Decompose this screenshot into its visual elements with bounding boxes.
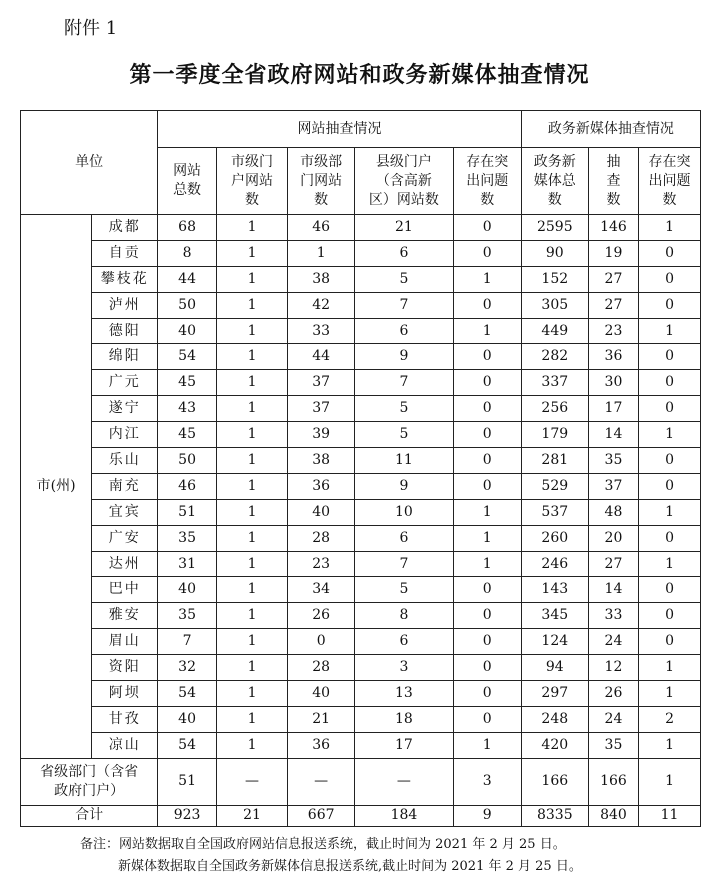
table-cell: 34 [288, 577, 355, 603]
website-group-header: 网站抽查情况 [158, 111, 522, 148]
table-cell: 9 [355, 344, 453, 370]
table-cell: 667 [288, 805, 355, 826]
table-cell: 923 [158, 805, 217, 826]
city-name: 广元 [92, 370, 158, 396]
table-cell: 0 [453, 473, 521, 499]
table-cell: 1 [216, 266, 287, 292]
table-cell: 35 [588, 732, 638, 758]
table-cell: 1 [216, 706, 287, 732]
table-cell: 0 [453, 344, 521, 370]
table-cell: — [288, 758, 355, 805]
table-cell: 146 [588, 215, 638, 241]
table-cell: 36 [288, 473, 355, 499]
table-cell: 19 [588, 240, 638, 266]
table-cell: 27 [588, 551, 638, 577]
table-cell: 0 [639, 344, 701, 370]
table-cell: 37 [588, 473, 638, 499]
table-cell: 0 [639, 448, 701, 474]
table-row [21, 422, 701, 448]
table-cell: 1 [216, 215, 287, 241]
table-cell: 1 [216, 448, 287, 474]
table-cell: 3 [355, 655, 453, 681]
column-header: 抽 查 数 [588, 148, 638, 215]
column-header: 网站 总数 [158, 148, 217, 215]
table-cell: 2595 [521, 215, 588, 241]
table-cell: 337 [521, 370, 588, 396]
table-cell: 45 [158, 370, 217, 396]
table-cell: 1 [216, 292, 287, 318]
table-cell: 0 [639, 292, 701, 318]
city-name: 攀枝花 [92, 266, 158, 292]
city-name: 遂宁 [92, 396, 158, 422]
table-cell: 0 [639, 525, 701, 551]
table-cell: 1 [216, 629, 287, 655]
table-cell: 1 [453, 266, 521, 292]
table-cell: 38 [288, 266, 355, 292]
column-header: 政务新 媒体总 数 [521, 148, 588, 215]
table-cell: 143 [521, 577, 588, 603]
table-cell: 0 [288, 629, 355, 655]
table-cell: 3 [453, 758, 521, 805]
table-row [21, 577, 701, 603]
table-cell: 166 [588, 758, 638, 805]
column-header: 市级门 户网站 数 [216, 148, 287, 215]
document-title: 第一季度全省政府网站和政务新媒体抽查情况 [129, 62, 590, 88]
table-cell: 36 [588, 344, 638, 370]
table-cell: 27 [588, 266, 638, 292]
table-cell: 9 [355, 473, 453, 499]
table-row [21, 370, 701, 396]
table-cell: 37 [288, 370, 355, 396]
note-website: 备注：网站数据取自全国政府网站信息报送系统，截止时间为 2021 年 2 月 25 日。 [80, 837, 566, 852]
city-name: 乐山 [92, 448, 158, 474]
city-name: 阿坝 [92, 681, 158, 707]
table-row [21, 732, 701, 758]
table-row [21, 603, 701, 629]
provincial-label: 省级部门（含省 政府门户） [21, 758, 158, 805]
table-cell: 179 [521, 422, 588, 448]
city-name: 内江 [92, 422, 158, 448]
table-cell: 184 [355, 805, 453, 826]
table-cell: 0 [453, 215, 521, 241]
table-cell: 1 [216, 681, 287, 707]
provincial-row [21, 758, 701, 805]
table-row [21, 266, 701, 292]
table-row [21, 344, 701, 370]
table-cell: 1 [639, 422, 701, 448]
table-cell: 54 [158, 681, 217, 707]
table-cell: 1 [216, 732, 287, 758]
table-cell: 50 [158, 448, 217, 474]
media-group-header: 政务新媒体抽查情况 [521, 111, 700, 148]
table-cell: 17 [355, 732, 453, 758]
table-cell: 420 [521, 732, 588, 758]
table-cell: 30 [588, 370, 638, 396]
column-header: 存在突 出问题 数 [453, 148, 521, 215]
table-cell: — [216, 758, 287, 805]
table-cell: 1 [639, 758, 701, 805]
table-cell: 166 [521, 758, 588, 805]
table-cell: 0 [639, 577, 701, 603]
table-cell: 7 [355, 551, 453, 577]
table-cell: 31 [158, 551, 217, 577]
table-row [21, 525, 701, 551]
city-name: 巴中 [92, 577, 158, 603]
table-cell: 28 [288, 525, 355, 551]
table-cell: 21 [288, 706, 355, 732]
table-cell: 1 [216, 655, 287, 681]
table-cell: 23 [588, 318, 638, 344]
table-cell: 1 [639, 551, 701, 577]
city-name: 泸州 [92, 292, 158, 318]
table-cell: 1 [216, 240, 287, 266]
table-cell: 35 [158, 525, 217, 551]
city-name: 达州 [92, 551, 158, 577]
table-cell: 1 [216, 318, 287, 344]
table-cell: 1 [639, 655, 701, 681]
table-cell: 11 [639, 805, 701, 826]
table-cell: 17 [588, 396, 638, 422]
table-cell: 0 [453, 292, 521, 318]
table-cell: 2 [639, 706, 701, 732]
table-cell: 54 [158, 732, 217, 758]
table-cell: 1 [216, 603, 287, 629]
unit-header: 单位 [21, 111, 158, 215]
table-cell: 39 [288, 422, 355, 448]
table-row [21, 655, 701, 681]
table-cell: 0 [453, 240, 521, 266]
note-media: 新媒体数据取自全国政务新媒体信息报送系统,截止时间为 2021 年 2 月 25 日。 [118, 859, 582, 874]
table-cell: 1 [453, 732, 521, 758]
table-cell: 12 [588, 655, 638, 681]
table-row [21, 629, 701, 655]
table-cell: 7 [355, 292, 453, 318]
table-cell: 1 [453, 525, 521, 551]
table-row [21, 292, 701, 318]
table-cell: 42 [288, 292, 355, 318]
table-cell: 0 [453, 370, 521, 396]
table-cell: 37 [288, 396, 355, 422]
city-name: 广安 [92, 525, 158, 551]
table-cell: 1 [216, 473, 287, 499]
table-row [21, 448, 701, 474]
table-cell: 0 [639, 603, 701, 629]
table-cell: 1 [216, 551, 287, 577]
attachment-label: 附件 1 [64, 18, 118, 39]
table-cell: 24 [588, 706, 638, 732]
table-cell: 14 [588, 422, 638, 448]
table-row [21, 499, 701, 525]
city-name: 凉山 [92, 732, 158, 758]
city-name: 德阳 [92, 318, 158, 344]
table-cell: 18 [355, 706, 453, 732]
table-cell: 35 [588, 448, 638, 474]
table-cell: 0 [639, 396, 701, 422]
table-cell: 5 [355, 577, 453, 603]
table-cell: 0 [453, 396, 521, 422]
city-name: 绵阳 [92, 344, 158, 370]
city-name: 甘孜 [92, 706, 158, 732]
table-cell: — [355, 758, 453, 805]
table-cell: 1 [216, 525, 287, 551]
table-cell: 35 [158, 603, 217, 629]
inspection-table [20, 110, 701, 827]
city-name: 宜宾 [92, 499, 158, 525]
table-cell: 0 [453, 706, 521, 732]
table-cell: 68 [158, 215, 217, 241]
region-label: 市(州) [21, 215, 92, 759]
table-cell: 152 [521, 266, 588, 292]
table-cell: 54 [158, 344, 217, 370]
table-cell: 8 [158, 240, 217, 266]
table-row [21, 396, 701, 422]
table-cell: 20 [588, 525, 638, 551]
table-cell: 1 [216, 577, 287, 603]
table-cell: 36 [288, 732, 355, 758]
table-cell: 8335 [521, 805, 588, 826]
table-row [21, 215, 701, 241]
table-cell: 248 [521, 706, 588, 732]
table-cell: 5 [355, 422, 453, 448]
table-cell: 6 [355, 240, 453, 266]
table-row [21, 240, 701, 266]
table-cell: 449 [521, 318, 588, 344]
table-cell: 14 [588, 577, 638, 603]
table-row [21, 681, 701, 707]
city-name: 成都 [92, 215, 158, 241]
table-cell: 33 [288, 318, 355, 344]
table-cell: 13 [355, 681, 453, 707]
table-cell: 11 [355, 448, 453, 474]
table-cell: 94 [521, 655, 588, 681]
table-cell: 40 [158, 318, 217, 344]
table-cell: 10 [355, 499, 453, 525]
table-cell: 0 [453, 655, 521, 681]
table-cell: 21 [216, 805, 287, 826]
table-cell: 1 [453, 551, 521, 577]
table-cell: 256 [521, 396, 588, 422]
table-cell: 44 [158, 266, 217, 292]
table-cell: 1 [216, 344, 287, 370]
table-cell: 1 [639, 681, 701, 707]
table-cell: 24 [588, 629, 638, 655]
table-cell: 40 [158, 577, 217, 603]
table-cell: 6 [355, 525, 453, 551]
table-cell: 9 [453, 805, 521, 826]
table-cell: 0 [639, 370, 701, 396]
table-cell: 26 [288, 603, 355, 629]
table-cell: 1 [453, 318, 521, 344]
table-cell: 0 [453, 603, 521, 629]
table-cell: 51 [158, 758, 217, 805]
table-cell: 0 [639, 473, 701, 499]
table-cell: 305 [521, 292, 588, 318]
table-cell: 0 [639, 240, 701, 266]
table-cell: 8 [355, 603, 453, 629]
total-row [21, 805, 701, 826]
table-cell: 5 [355, 396, 453, 422]
table-cell: 46 [158, 473, 217, 499]
table-cell: 51 [158, 499, 217, 525]
table-cell: 1 [216, 396, 287, 422]
table-row [21, 551, 701, 577]
table-cell: 1 [216, 422, 287, 448]
table-cell: 1 [639, 732, 701, 758]
table-cell: 5 [355, 266, 453, 292]
table-cell: 38 [288, 448, 355, 474]
table-cell: 260 [521, 525, 588, 551]
table-row [21, 706, 701, 732]
table-cell: 33 [588, 603, 638, 629]
table-cell: 0 [639, 629, 701, 655]
table-cell: 840 [588, 805, 638, 826]
table-cell: 7 [158, 629, 217, 655]
table-cell: 28 [288, 655, 355, 681]
table-cell: 45 [158, 422, 217, 448]
table-cell: 537 [521, 499, 588, 525]
table-cell: 90 [521, 240, 588, 266]
table-cell: 1 [453, 499, 521, 525]
city-name: 资阳 [92, 655, 158, 681]
table-cell: 26 [588, 681, 638, 707]
table-cell: 40 [288, 681, 355, 707]
table-cell: 1 [639, 215, 701, 241]
column-header: 存在突 出问题 数 [639, 148, 701, 215]
city-name: 雅安 [92, 603, 158, 629]
table-cell: 48 [588, 499, 638, 525]
table-cell: 529 [521, 473, 588, 499]
table-cell: 21 [355, 215, 453, 241]
total-label: 合计 [21, 805, 158, 826]
city-name: 自贡 [92, 240, 158, 266]
table-cell: 40 [288, 499, 355, 525]
table-cell: 0 [453, 448, 521, 474]
table-cell: 0 [453, 577, 521, 603]
table-cell: 40 [158, 706, 217, 732]
table-cell: 46 [288, 215, 355, 241]
table-cell: 246 [521, 551, 588, 577]
table-cell: 297 [521, 681, 588, 707]
table-cell: 282 [521, 344, 588, 370]
city-name: 南充 [92, 473, 158, 499]
table-cell: 1 [216, 499, 287, 525]
table-cell: 124 [521, 629, 588, 655]
table-cell: 1 [639, 499, 701, 525]
table-cell: 44 [288, 344, 355, 370]
table-cell: 43 [158, 396, 217, 422]
column-header: 市级部 门网站 数 [288, 148, 355, 215]
table-cell: 7 [355, 370, 453, 396]
table-cell: 0 [453, 629, 521, 655]
table-row [21, 318, 701, 344]
column-header: 县级门户 （含高新 区）网站数 [355, 148, 453, 215]
table-cell: 50 [158, 292, 217, 318]
table-cell: 1 [639, 318, 701, 344]
table-cell: 1 [216, 370, 287, 396]
table-cell: 0 [639, 266, 701, 292]
table-cell: 281 [521, 448, 588, 474]
table-cell: 1 [288, 240, 355, 266]
table-cell: 27 [588, 292, 638, 318]
table-cell: 6 [355, 318, 453, 344]
footnotes [80, 834, 582, 878]
table-cell: 32 [158, 655, 217, 681]
table-row [21, 473, 701, 499]
table-cell: 0 [453, 422, 521, 448]
table-cell: 6 [355, 629, 453, 655]
city-name: 眉山 [92, 629, 158, 655]
table-cell: 345 [521, 603, 588, 629]
table-cell: 23 [288, 551, 355, 577]
table-cell: 0 [453, 681, 521, 707]
